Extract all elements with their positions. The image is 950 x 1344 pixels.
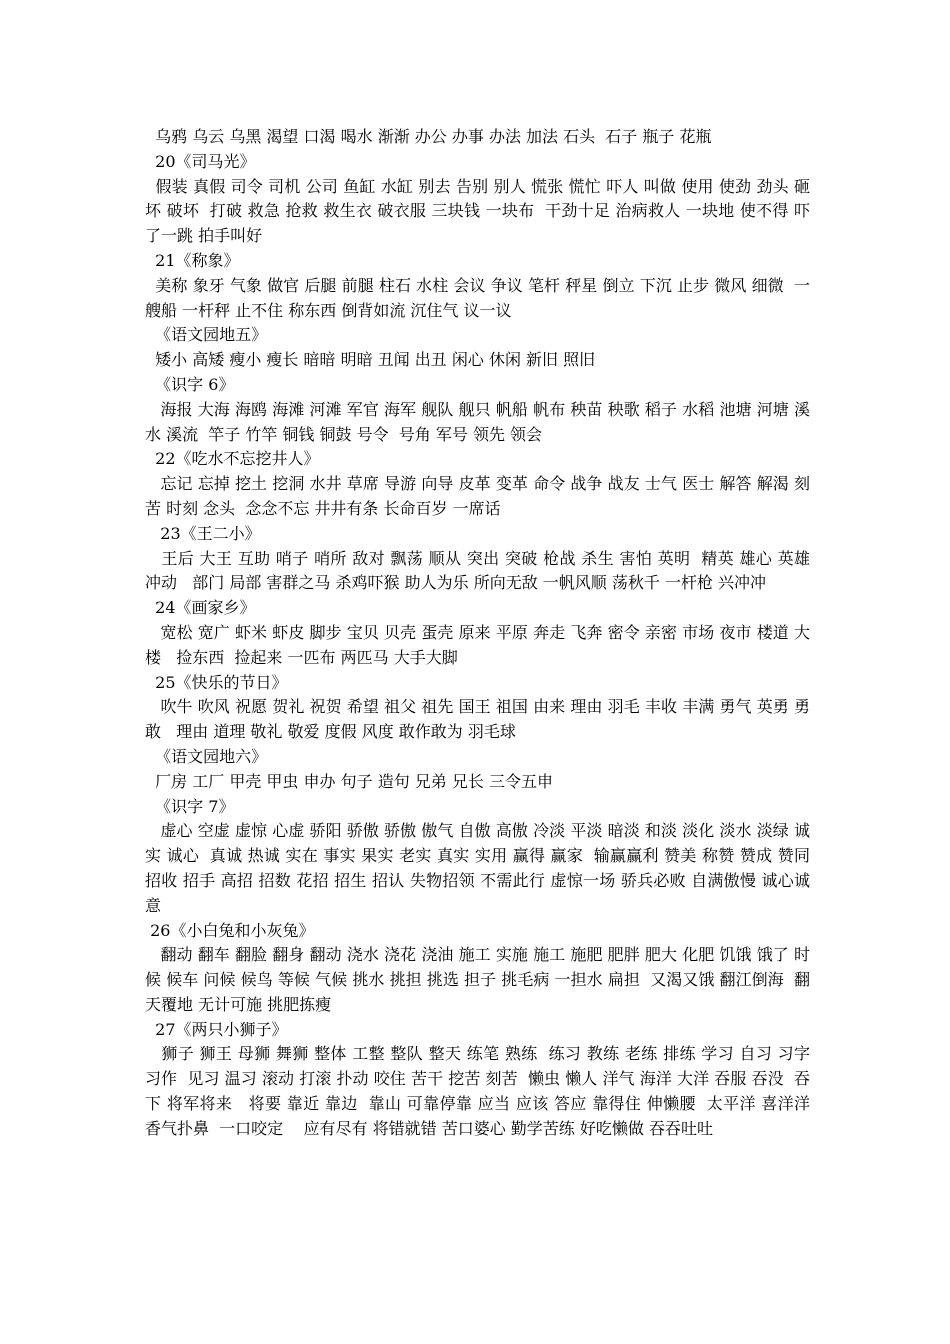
- lesson-heading: 24《画家乡》: [145, 598, 256, 618]
- vocab-paragraph: 乌鸦 乌云 乌黑 渴望 口渴 喝水 渐渐 办公 办事 办法 加法 石头 石子 瓶子 花瓶: [145, 127, 712, 146]
- lesson-heading: 《识字 7》: [145, 796, 235, 816]
- lesson-heading: 25《快乐的节日》: [145, 672, 288, 692]
- lesson-heading: 27《两只小狮子》: [145, 1019, 288, 1039]
- lesson-heading: 22《吃水不忘挖井人》: [145, 449, 320, 469]
- vocab-paragraph: 忘记 忘掉 挖土 挖洞 水井 草席 导游 向导 皮革 变革 命令 战争 战友 士气 医士 解答 解渴 刻苦 时刻 念头 念念不忘 井井有条 长命百岁 一席话: [145, 474, 810, 518]
- vocab-paragraph: 厂房 工厂 甲壳 甲虫 申办 句子 造句 兄弟 兄长 三令五申: [145, 771, 553, 791]
- lesson-heading: 《语文园地六》: [145, 746, 268, 766]
- lesson-heading: 23《王二小》: [145, 523, 261, 543]
- vocab-paragraph: 美称 象牙 气象 做官 后腿 前腿 柱石 水柱 会议 争议 笔杆 秤星 倒立 下沉 止步 微风 细微 一艘船 一杆秤 止不住 称东西 倒背如流 沉住气 议一议: [145, 275, 810, 320]
- lesson-heading: 20《司马光》: [145, 151, 256, 171]
- lesson-heading: 26《小白兔和小灰兔》: [145, 920, 315, 940]
- vocab-paragraph: 虚心 空虚 虚惊 心虚 骄阳 骄傲 骄傲 傲气 自傲 高傲 冷淡 平淡 暗淡 和淡 淡化 淡水 淡绿 诚实 诚心 真诚 热诚 实在 事实 果实 老实 真实 实用 赢得 赢家 输赢赢利 赞美 称赞 赞成 赞同 招收 招手 高招 招数 花招 招生 招认 失物招领 不需此行 虚惊一场 骄兵必败 自满傲慢 诚心诚意: [145, 821, 816, 915]
- lesson-heading: 21《称象》: [145, 250, 240, 270]
- vocab-paragraph: 假装 真假 司令 司机 公司 鱼缸 水缸 别去 告别 别人 慌张 慌忙 吓人 叫做 使用 使劲 劲头 砸坏 破坏 打破 救急 抢救 救生衣 破衣服 三块钱 一块布 干劲十足 治病救人 一块地 使不得 吓了一跳 拍手叫好: [145, 176, 811, 246]
- lesson-heading: 《语文园地五》: [145, 325, 268, 345]
- vocab-paragraph: 王后 大王 互助 哨子 哨所 敌对 飘荡 顺从 突出 突破 枪战 杀生 害怕 英明 精英 雄心 英雄 冲动 部门 局部 害群之马 杀鸡吓猴 助人为乐 所向无敌 一帆风顺 荡秋千 一杆枪 兴冲冲: [145, 548, 816, 593]
- vocab-paragraph: 吹牛 吹风 祝愿 贺礼 祝贺 希望 祖父 祖先 国王 祖国 由来 理由 羽毛 丰收 丰满 勇气 英勇 勇敢 理由 道理 敬礼 敬爱 度假 风度 敢作敢为 羽毛球: [145, 697, 810, 742]
- vocab-paragraph: 翻动 翻车 翻脸 翻身 翻动 浇水 浇花 浇油 施工 实施 施工 施肥 肥胖 肥大 化肥 饥饿 饿了 时候 候车 问候 候鸟 等候 气候 挑水 挑担 挑选 担子 挑毛病 一担水 扁担 又渴又饿 翻江倒海 翻天覆地 无计可施 挑肥拣瘦: [145, 945, 810, 1014]
- document-body: [145, 125, 821, 1142]
- vocab-paragraph: 宽松 宽广 虾米 虾皮 脚步 宝贝 贝壳 蛋壳 原来 平原 奔走 飞奔 密令 亲密 市场 夜市 楼道 大楼 捡东西 捡起来 一匹布 两匹马 大手大脚: [145, 622, 810, 667]
- vocab-paragraph: 狮子 狮王 母狮 舞狮 整体 工整 整队 整天 练笔 熟练 练习 教练 老练 排练 学习 自习 习字 习作 见习 温习 滚动 打滚 扑动 咬住 苦干 挖苦 刻苦 懒虫 懒人 洋气 海洋 大洋 吞服 吞没 吞下 将军将来 将要 靠近 靠边 靠山 可靠停靠 应当 应该 答应 靠得住 伸懒腰 太平洋 喜洋洋 香气扑鼻 一口咬定 应有尽有 将错就错 苦口婆心 勤学苦练 好吃懒做 吞吞吐吐: [145, 1044, 821, 1138]
- vocab-paragraph: 矮小 高矮 瘦小 瘦长 暗暗 明暗 丑闻 出丑 闲心 休闲 新旧 照旧: [145, 350, 596, 370]
- lesson-heading: 《识字 6》: [145, 374, 235, 394]
- vocab-paragraph: 海报 大海 海鸥 海滩 河滩 军官 海军 舰队 舰只 帆船 帆布 秧苗 秧歌 稻子 水稻 池塘 河塘 溪水 溪流 竿子 竹竿 铜钱 铜鼓 号令 号角 军号 领先 领会: [145, 399, 810, 444]
